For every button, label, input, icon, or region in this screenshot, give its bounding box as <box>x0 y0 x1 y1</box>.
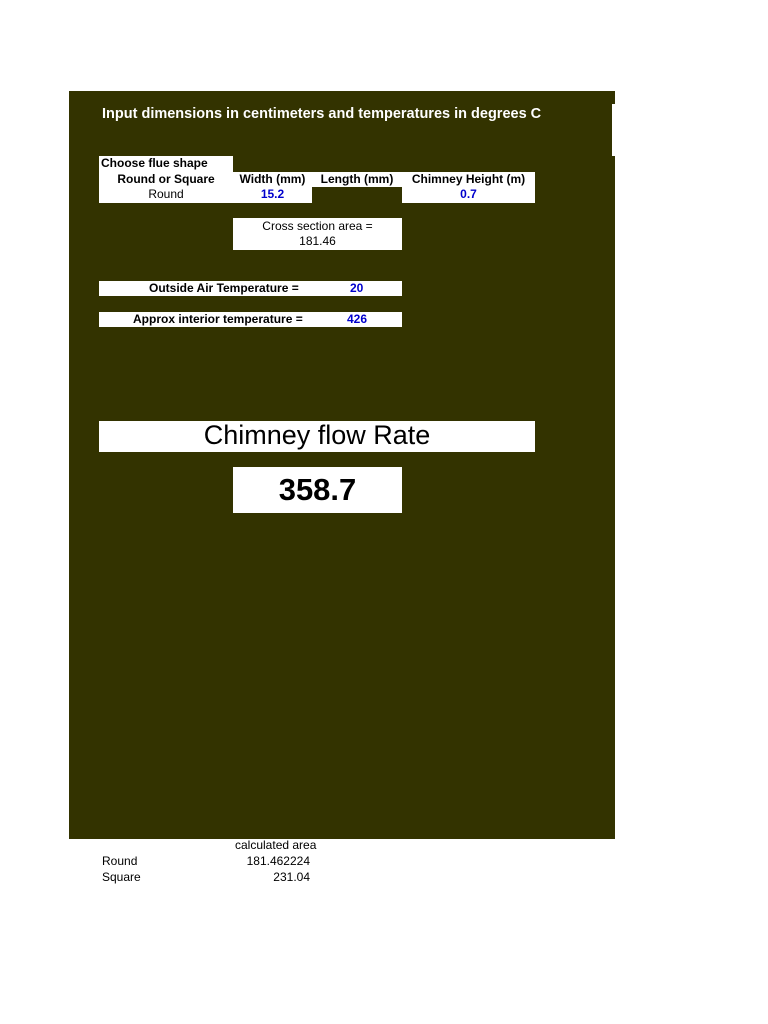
shape-column-header: Round or Square <box>99 172 233 187</box>
chimney-height-value: 0.7 <box>402 187 535 203</box>
chimney-height-column-header: Chimney Height (m) <box>402 172 535 187</box>
outside-temp-row <box>99 281 402 296</box>
round-area-value: 181.462224 <box>246 854 310 868</box>
flow-rate-value: 358.7 <box>233 467 402 513</box>
cross-section-label: Cross section area = <box>262 219 373 233</box>
panel-edge-divider <box>612 104 615 156</box>
width-column-header: Width (mm) <box>233 172 312 187</box>
cross-section-box <box>233 218 402 250</box>
cross-section-value: 181.46 <box>299 234 336 248</box>
interior-temp-label: Approx interior temperature = <box>133 312 303 326</box>
interior-temp-value: 426 <box>347 312 368 326</box>
instructions-title: Input dimensions in centimeters and temperatures in degrees C <box>102 106 542 122</box>
calculator-panel <box>69 91 615 839</box>
outside-temp-label: Outside Air Temperature = <box>149 281 299 295</box>
flue-shape-value: Round <box>99 187 233 203</box>
interior-temp-row <box>99 312 402 327</box>
choose-flue-shape-label: Choose flue shape <box>99 156 233 172</box>
square-area-value: 231.04 <box>273 870 310 884</box>
square-area-label: Square <box>102 870 141 884</box>
calculated-area-header: calculated area <box>235 838 317 852</box>
length-column-header: Length (mm) <box>312 172 402 187</box>
width-value: 15.2 <box>233 187 312 203</box>
round-area-label: Round <box>102 854 138 868</box>
flow-rate-label: Chimney flow Rate <box>99 421 535 452</box>
outside-temp-value: 20 <box>350 281 364 295</box>
